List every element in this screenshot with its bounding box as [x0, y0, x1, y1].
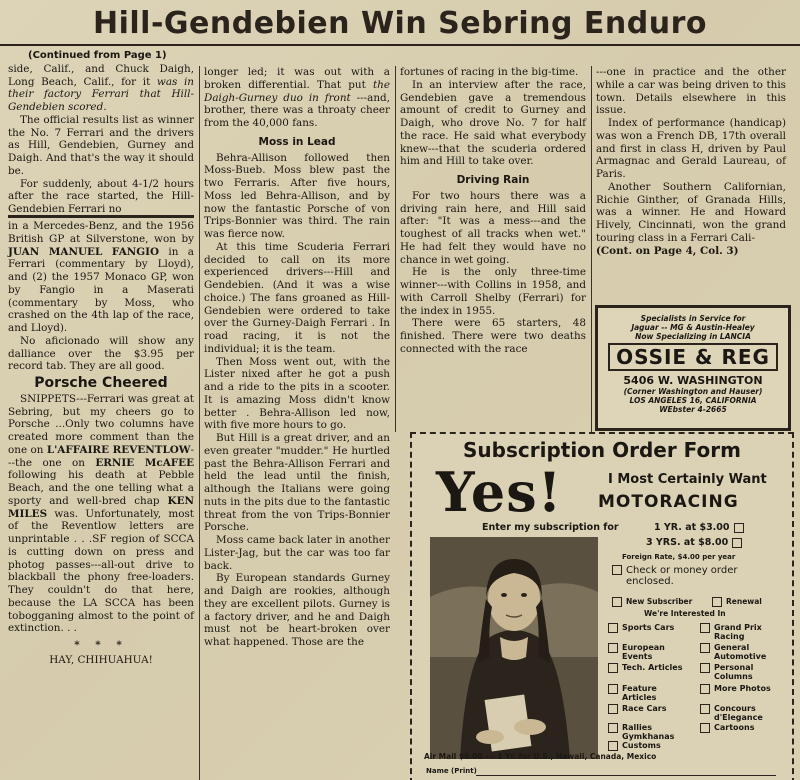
ad-line-1: Specialists in Service for: [640, 314, 746, 323]
form-check-label: Check or money order enclosed.: [626, 565, 738, 587]
col2-p1: [204, 66, 390, 130]
column-1: [8, 50, 194, 216]
interest-item[interactable]: [700, 723, 786, 733]
interest-label: Cartoons: [714, 723, 755, 732]
checkbox-interest[interactable]: [700, 623, 710, 633]
col1-p5: No aficionado will show any dalliance over the $3.95 per record tab. They are all good.: [8, 334, 194, 373]
col3-p3: For two hours there was a driving rain here, and Hill said after: "It was a mess---and the toughest of all tracks when wet." He had felt they would have no chance in wet going.: [400, 189, 586, 266]
col1-p4b: in a Ferrari (commentary by Lloyd), and (2) the 1957 Monaco GP, won by Fangio in a Maserati (commentary by Moss, who crashed on the 4th lap of the race, and Lloyd).: [8, 245, 194, 334]
checkbox-check-money[interactable]: [612, 565, 622, 575]
ad-line-3: Now Specializing in LANCIA: [635, 332, 751, 341]
headline: Hill-Gendebien Win Sebring Enduro: [92, 6, 707, 41]
checkbox-interest[interactable]: [608, 623, 618, 633]
column-1-lower: [8, 220, 194, 667]
interest-label: Feature Articles: [622, 684, 657, 702]
interest-label: Customs: [622, 741, 661, 750]
checkbox-3yr[interactable]: [732, 538, 742, 548]
col1-p3: For suddenly, about 4-1/2 hours after the race started, the Hill-Gendebien Ferrari no: [8, 177, 194, 215]
col3-p2: In an interview after the race, Gendebien gave a tremendous amount of credit to Gurney and Daigh, who drove No. 7 for half the race. He said what everybody knew---that the scuderia ordered him and Hill to take over.: [400, 78, 586, 168]
checkbox-interest[interactable]: [608, 684, 618, 694]
col3-p1: fortunes of racing in the big-time.: [400, 66, 579, 78]
checkbox-interest[interactable]: [700, 643, 710, 653]
interest-item[interactable]: [608, 663, 694, 673]
col1-caps-reventlow: L'AFFAIRE REVENTLOW: [46, 443, 191, 456]
column-2: [204, 66, 390, 649]
form-new-sub-option[interactable]: [612, 597, 692, 607]
mona-lisa-image: [430, 537, 598, 759]
ad-shop-name: OSSIE & REG: [608, 343, 778, 371]
interest-label: General Automotive: [714, 643, 767, 661]
subscription-order-form: [410, 432, 794, 780]
col4-p3: Another Southern Californian, Richie Ginther, of Granada Hills, was a winner. He and Howard Hively, Cincinnati, won the grand touring class in a Ferrari Cali-: [596, 180, 786, 244]
checkbox-new-subscriber[interactable]: [612, 597, 622, 607]
col1-p6c: following his death at Pebble Beach, and the one telling what a sporty and well-bred chap: [8, 469, 194, 507]
interest-item[interactable]: [700, 684, 786, 694]
column-divider-2: [395, 66, 396, 432]
interest-label: Sports Cars: [622, 623, 675, 632]
interest-item[interactable]: [608, 741, 694, 751]
checkbox-interest[interactable]: [700, 723, 710, 733]
interest-item[interactable]: [700, 623, 786, 641]
interest-label: More Photos: [714, 684, 771, 693]
col1-name-fangio: JUAN MANUEL FANGIO: [8, 245, 160, 258]
checkbox-interest[interactable]: [700, 663, 710, 673]
checkbox-interest[interactable]: [700, 704, 710, 714]
col2-p6: Moss came back later in another Lister-Jag, but the car was too far back.: [204, 534, 390, 572]
ad-cross-street: (Corner Washington and Hauser): [623, 387, 763, 396]
form-1yr-label: 1 YR. at $3.00: [654, 522, 730, 533]
interest-item[interactable]: [700, 704, 786, 722]
col2-p4: Then Moss went out, with the Lister nixed after he got a push and a ride to the pits in a scooter. It is amazing Moss didn't know better . Behra-Allison led now, with five more hours to go.: [204, 355, 390, 432]
interest-label: European Events: [622, 643, 665, 661]
col1-p6: [8, 393, 194, 635]
form-renewal-label: Renewal: [726, 597, 762, 606]
col2-p3: At this time Scuderia Ferrari decided to call on its more experienced drivers---Hill and Gendebien. (And it was a wise choice.) The fans groaned as Hill-Gendebien were ordered to take over the Gurney-Daigh Ferrari . In road racing, it is not the individual; it is the team.: [204, 240, 390, 355]
checkbox-interest[interactable]: [608, 663, 618, 673]
col2-p1-text: longer led; it was out with a broken differential. That put: [204, 66, 390, 91]
form-enter-label: Enter my subscription for: [482, 522, 619, 533]
form-name-line[interactable]: [476, 775, 776, 776]
continued-label: (Continued from Page 1): [28, 50, 167, 61]
checkbox-interest[interactable]: [608, 704, 618, 714]
checkbox-renewal[interactable]: [712, 597, 722, 607]
headline-rule: [0, 44, 800, 46]
checkbox-interest[interactable]: [700, 684, 710, 694]
col1-p1: [8, 63, 194, 114]
col1-p4: [8, 220, 194, 335]
interest-item[interactable]: [608, 723, 694, 741]
col3-p4: He is the only three-time winner---with Collins in 1958, and with Carroll Shelby (Ferrari) for the index in 1955.: [400, 266, 586, 317]
checkbox-interest[interactable]: [608, 723, 618, 733]
col1-p1-italic: was in their factory Ferrari that Hill-Gendebien scored.: [8, 75, 194, 113]
col2-p1b: ---and, brother, there was a throaty cheer from the 40,000 fans.: [204, 91, 390, 129]
col1-p6d: was. Unfortunately, most of the Reventlow letters are unprintable . . .SF region of SCCA is cutting down on press and photog passes---all-out drive to blackball the phony free-loaders. They couldn't do that here, because the LA SCCA has been tobogganing almost to the point of extinction. . .: [8, 507, 194, 635]
mona-lisa-illustration: [430, 537, 598, 759]
column-divider-3: [591, 66, 592, 432]
form-magazine-name: MOTORACING: [598, 492, 739, 512]
column-3: [400, 66, 586, 356]
form-yes: Yes!: [436, 460, 563, 524]
interest-item[interactable]: [608, 684, 694, 702]
col1-p1-text: side, Calif., and Chuck Daigh, Long Beach, Calif., for it: [8, 62, 194, 88]
interest-item[interactable]: [700, 663, 786, 681]
form-title: Subscription Order Form: [463, 438, 741, 462]
subhead-driving-rain: Driving Rain: [456, 174, 530, 186]
col1-caps-mcafee: ERNIE McAFEE: [95, 456, 194, 469]
form-option-1yr[interactable]: [654, 522, 744, 533]
checkbox-interest[interactable]: [608, 643, 618, 653]
interest-label: Concours d'Elegance: [714, 704, 763, 722]
ad-phone: WEbster 4-2665: [659, 405, 727, 414]
col1-break-rule: [8, 215, 194, 218]
form-3yr-label: 3 YRS. at $8.00: [646, 537, 729, 548]
subhead-moss-in-lead: Moss in Lead: [258, 135, 336, 148]
ossie-reg-ad: [595, 305, 791, 431]
checkbox-interest[interactable]: [608, 741, 618, 751]
form-new-sub-label: New Subscriber: [626, 597, 693, 606]
form-check-option[interactable]: [612, 565, 776, 587]
interest-label: Grand Prix Racing: [714, 623, 762, 641]
col4-p1: ---one in practice and the other while a car was being driven to this town. Details elsewhere in this issue.: [596, 66, 786, 117]
form-air-mail: Air Mail $6.00 --- 1 Yr. for U.S., Hawaii, Canada, Mexico: [424, 752, 657, 761]
interest-label: Rallies Gymkhanas: [622, 723, 675, 741]
interest-item[interactable]: [700, 643, 786, 661]
form-name-label: Name (Print): [426, 767, 477, 775]
col2-p2: Behra-Allison followed then Moss-Bueb. Moss blew past the two Ferraris. After five hours, Moss led Behra-Allison, and by now the fantastic Porsche of von Trips-Bonnier was third. The rain was fierce now.: [204, 151, 390, 240]
interest-item[interactable]: [608, 704, 694, 714]
interest-item[interactable]: [608, 643, 694, 661]
col2-p7: By European standards Gurney and Daigh are rookies, although they are excellent pilots. Gurney is a factory driver, and he and Daigh must not be heart-broken over what happened. Those are the: [204, 572, 390, 648]
col1-caps-miles: KEN MILES: [8, 494, 194, 520]
form-interested-label: We're Interested In: [644, 609, 726, 618]
col1-p4a: in a Mercedes-Benz, and the 1956 British GP at Silverstone, won by: [8, 220, 194, 245]
col1-p6a: SNIPPETS---Ferrari was great at Sebring, but my cheers go to Porsche ...Only two columns have created more comment than the one on: [8, 392, 194, 456]
col1-p2: The official results list as winner the No. 7 Ferrari and the drivers as Hill, Gendebien, Gurney and Daigh. And that's the way it should be.: [8, 113, 194, 177]
ad-line-2: Jaguar -- MG & Austin-Healey: [631, 323, 755, 332]
form-foreign-rate: Foreign Rate, $4.00 per year: [622, 553, 736, 561]
checkbox-1yr[interactable]: [734, 523, 744, 533]
col4-p2: Index of performance (handicap) was won a French DB, 17th overall and first in class H, driven by Paul Armagnac and Gerald Laureau, of Paris.: [596, 117, 786, 180]
ad-city: LOS ANGELES 16, CALIFORNIA: [629, 396, 757, 405]
column-divider-1: [199, 66, 200, 780]
subhead-porsche-cheered: Porsche Cheered: [34, 375, 168, 391]
ad-address: 5406 W. WASHINGTON: [623, 374, 763, 387]
col2-p5: But Hill is a great driver, and an even greater "mudder." He hurtled past the Behra-Allison Ferrari and held the lead until the finish, although the Italians were going nuts in the pits due to the fantastic threat from the von Trips-Bonnier Porsche.: [204, 432, 390, 534]
col3-p5: There were 65 starters, 48 finished. There were two deaths connected with the race: [400, 317, 586, 355]
col4-continued: (Cont. on Page 4, Col. 3): [596, 244, 739, 257]
interest-item[interactable]: [608, 623, 694, 633]
form-option-3yr[interactable]: [646, 537, 742, 548]
interest-label: Personal Columns: [714, 663, 754, 681]
column-4: [596, 66, 786, 257]
col1-hay: HAY, CHIHUAHUA!: [49, 653, 153, 666]
form-most-certainly: I Most Certainly Want: [608, 472, 767, 487]
section-stars: * * *: [74, 639, 128, 651]
interest-label: Race Cars: [622, 704, 667, 713]
col2-p1-italic: the Daigh-Gurney duo in front: [204, 78, 390, 104]
form-renewal-option[interactable]: [712, 597, 762, 607]
interest-label: Tech. Articles: [622, 663, 683, 672]
col1-p6b: ---the one on: [8, 443, 194, 469]
